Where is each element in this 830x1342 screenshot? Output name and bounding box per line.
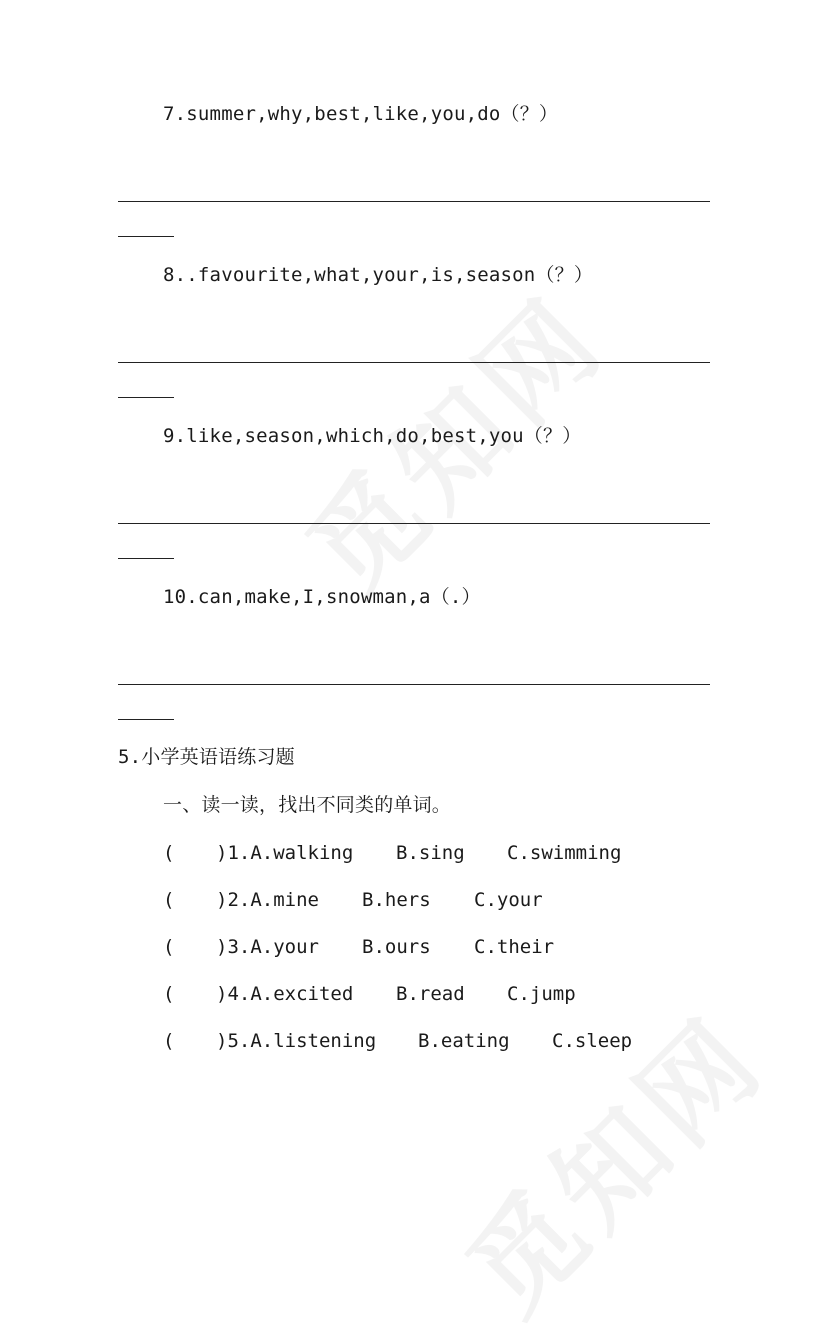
option-c: C.jump [507, 983, 576, 1005]
option-a: )3.A.your [216, 936, 319, 958]
choice-row-1 [163, 841, 643, 865]
choice-row-3 [163, 935, 643, 959]
answer-line [118, 201, 710, 202]
choice-row-5 [163, 1029, 663, 1053]
choice-row-4 [163, 982, 643, 1006]
question-10: 10.can,make,I,snowman,a（.） [163, 586, 481, 608]
option-b: B.eating [418, 1030, 510, 1052]
answer-blank: ( [163, 983, 175, 1005]
answer-line [118, 684, 710, 685]
answer-blank: ( [163, 842, 175, 864]
answer-line-continuation [118, 397, 174, 398]
section-subtitle: 一、读一读，找出不同类的单词。 [163, 794, 452, 816]
option-c: C.sleep [552, 1030, 633, 1052]
answer-line-continuation [118, 558, 174, 559]
answer-line-continuation [118, 236, 174, 237]
option-a: )4.A.excited [216, 983, 354, 1005]
section-title: 5.小学英语语练习题 [118, 746, 295, 768]
question-8: 8..favourite,what,your,is,season（？） [163, 264, 594, 286]
option-b: B.hers [362, 889, 431, 911]
option-b: B.sing [396, 842, 465, 864]
option-a: )5.A.listening [216, 1030, 377, 1052]
option-a: )2.A.mine [216, 889, 319, 911]
answer-blank: ( [163, 889, 175, 911]
choice-row-2 [163, 888, 643, 912]
option-b: B.ours [362, 936, 431, 958]
option-b: B.read [396, 983, 465, 1005]
answer-line [118, 362, 710, 363]
option-c: C.their [474, 936, 555, 958]
option-c: C.swimming [507, 842, 622, 864]
question-9: 9.like,season,which,do,best,you（？） [163, 425, 582, 447]
answer-blank: ( [163, 936, 175, 958]
answer-line-continuation [118, 719, 174, 720]
answer-blank: ( [163, 1030, 175, 1052]
option-c: C.your [474, 889, 543, 911]
question-7: 7.summer,why,best,like,you,do（？） [163, 103, 559, 125]
answer-line [118, 523, 710, 524]
option-a: )1.A.walking [216, 842, 354, 864]
